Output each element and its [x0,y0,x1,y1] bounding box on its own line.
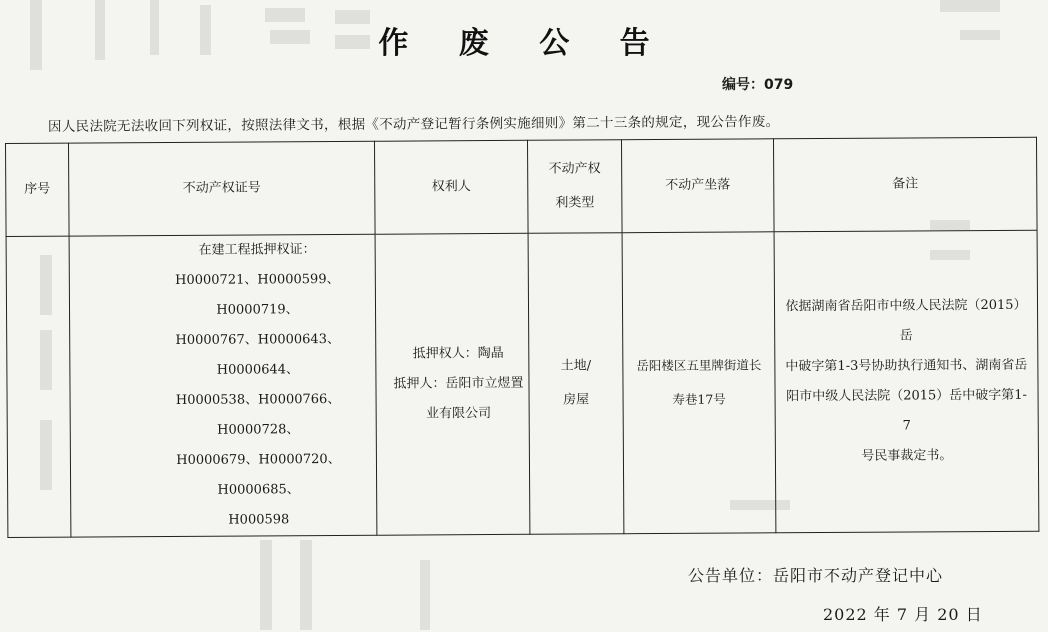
cell-location [622,232,776,534]
remark-line: 阳市中级人民法院（2015）岳中破字第1-7 [786,387,1027,434]
remark-line: 依据湖南省岳阳市中级人民法院（2015）岳 [785,297,1027,344]
document-number: 编号：079 [722,77,794,93]
cell-remarks [774,230,1039,533]
cert-line: H000598 [228,512,290,528]
issue-date: 2022 年 7 月 20 日 [823,605,983,624]
type-line: 土地/ [560,358,592,374]
void-certificate-table [5,137,1039,538]
cert-line: H0000679、H0000720、H0000685、 [176,451,341,498]
header-seq: 序号 [6,143,70,236]
issuing-unit: 公告单位：岳阳市不动产登记中心 [688,566,944,585]
header-remarks: 备注 [773,137,1037,232]
header-cert-no: 不动产权证号 [69,141,376,236]
cell-right-type [528,233,624,535]
remark-line: 中破字第1-3号协助执行通知书、湖南省岳 [785,357,1028,375]
header-right-type-line1: 不动产权 [548,161,601,177]
cell-cert-no [69,234,377,537]
header-holder: 权利人 [374,140,528,234]
notice-title: 作 废 公 告 [378,26,670,61]
cell-holder [375,233,530,535]
cert-line: H0000721、H0000599、H0000719、 [175,271,340,318]
header-right-type [527,140,622,234]
cell-seq [6,236,71,537]
header-location: 不动产坐落 [621,139,774,233]
table-row [6,230,1039,537]
header-right-type-line2: 利类型 [555,195,595,211]
holder-line: 业有限公司 [426,406,492,422]
location-line: 岳阳楼区五里牌街道长 [636,357,762,374]
table-header-row [6,137,1038,236]
cert-line: H0000767、H0000643、H0000644、 [175,331,340,378]
holder-line: 抵押人：岳阳市立煜置 [393,375,524,392]
notice-intro: 因人民法院无法收回下列权证，按照法律文书，根据《不动产登记暂行条例实施细则》第二十三条的规定，现公告作废。 [47,113,780,135]
remark-line: 号民事裁定书。 [861,448,953,464]
location-line: 寿巷17号 [672,391,726,407]
cert-line: H0000538、H0000766、H0000728、 [175,391,341,438]
type-line: 房屋 [563,392,590,408]
cert-line: 在建工程抵押权证： [198,242,316,258]
holder-line: 抵押权人：陶晶 [412,345,504,362]
